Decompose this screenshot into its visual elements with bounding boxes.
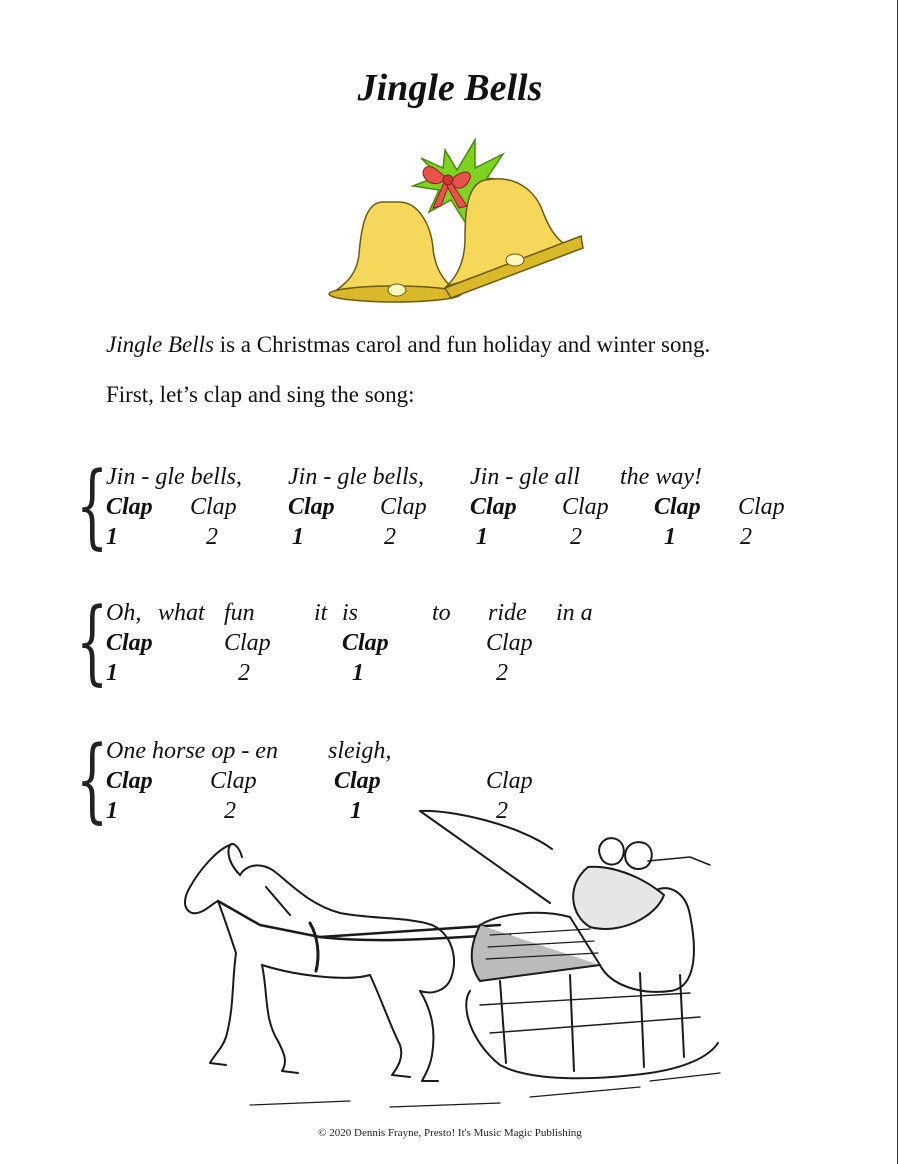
song-name: Jingle Bells: [106, 332, 214, 357]
brace-icon: {: [76, 726, 109, 833]
clap-label: Clap: [470, 494, 517, 520]
beat-count: 1: [106, 660, 118, 686]
intro-description: is a Christmas carol and fun holiday and winter song.: [213, 332, 711, 357]
clap-label: Clap: [380, 494, 427, 520]
verse-1: [0, 452, 900, 559]
beat-count: 2: [238, 660, 250, 686]
brace-icon: {: [76, 588, 109, 695]
beat-count: 1: [106, 524, 118, 550]
beat-count: 2: [740, 524, 752, 550]
intro-text: [106, 332, 710, 358]
page-edge: [897, 0, 898, 1164]
clap-label: Clap: [224, 630, 271, 656]
clap-label: Clap: [342, 630, 389, 656]
clap-label: Clap: [106, 630, 153, 656]
clap-label: Clap: [106, 494, 153, 520]
brace-icon: {: [76, 452, 109, 559]
clap-label: Clap: [288, 494, 335, 520]
beat-count: 2: [570, 524, 582, 550]
beat-count: 2: [206, 524, 218, 550]
lyric: Jin - gle bells,: [106, 464, 242, 490]
lyric: ride: [488, 600, 527, 626]
clap-label: Clap: [210, 768, 257, 794]
clap-label: Clap: [486, 630, 533, 656]
beat-count: 1: [106, 798, 118, 824]
clap-label: Clap: [486, 768, 533, 794]
clap-label: Clap: [654, 494, 701, 520]
copyright-notice: © 2020 Dennis Frayne, Presto! It's Music Magic Publishing: [318, 1127, 582, 1139]
lyric: to: [432, 600, 451, 626]
beat-count: 2: [384, 524, 396, 550]
beat-count: 2: [496, 798, 508, 824]
beat-count: 1: [350, 798, 362, 824]
clap-label: Clap: [106, 768, 153, 794]
lyric: in a: [556, 600, 593, 626]
page-title: Jingle Bells: [357, 67, 543, 109]
beat-count: 1: [664, 524, 676, 550]
clap-label: Clap: [738, 494, 785, 520]
beat-count: 2: [496, 660, 508, 686]
lyric: fun: [224, 600, 255, 626]
instruction-text: First, let’s clap and sing the song:: [106, 382, 415, 407]
lyric: Jin - gle bells,: [288, 464, 424, 490]
lyric: Jin - gle all: [470, 464, 580, 490]
lyric: Oh,: [106, 600, 142, 626]
clap-label: Clap: [334, 768, 381, 794]
clap-label: Clap: [562, 494, 609, 520]
horse-sleigh-icon: [170, 805, 730, 1120]
christmas-bells-icon: [325, 130, 590, 310]
beat-count: 1: [476, 524, 488, 550]
lyric: what: [158, 600, 205, 626]
clap-label: Clap: [190, 494, 237, 520]
lyric: the way!: [620, 464, 702, 490]
beat-count: 2: [224, 798, 236, 824]
lyric: One horse op - en: [106, 738, 278, 764]
beat-count: 1: [292, 524, 304, 550]
lyric: sleigh,: [328, 738, 392, 764]
beat-count: 1: [352, 660, 364, 686]
lyric: is: [342, 600, 359, 626]
lyric: it: [314, 600, 328, 626]
verse-2: [0, 588, 900, 695]
